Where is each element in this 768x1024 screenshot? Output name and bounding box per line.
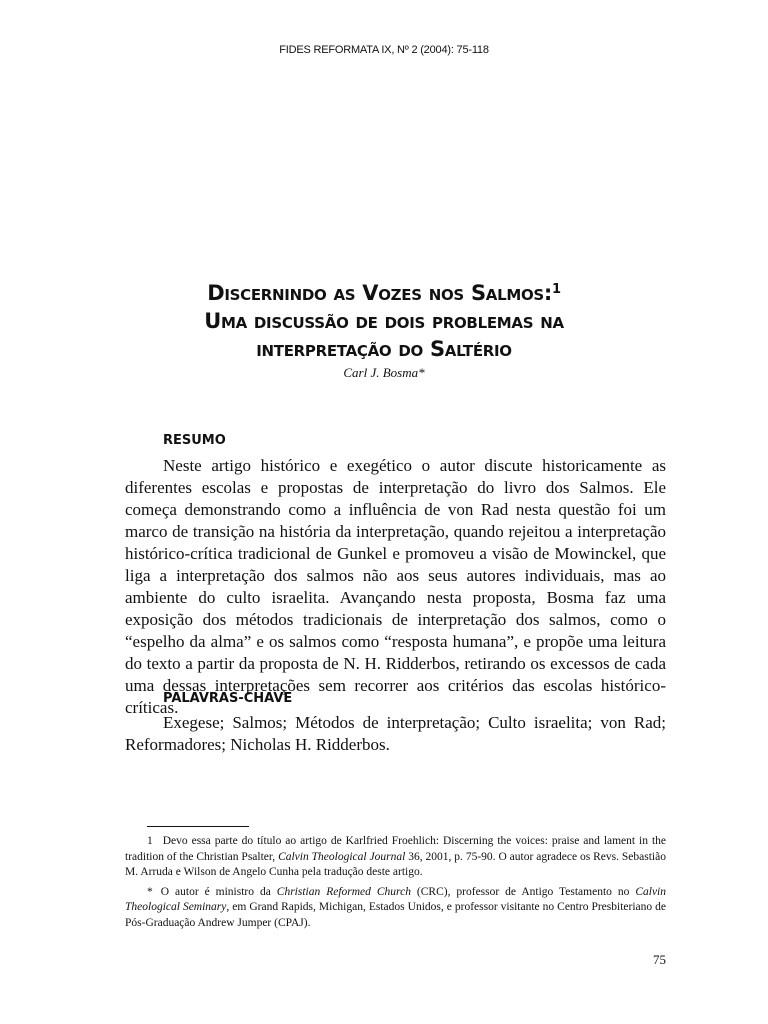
footnote-star-text-c: , em Grand Rapids, Michigan, Estados Unidos, e professor visitante no Centro Presbiteriano de Pós-Graduação Andrew Jumper (CPAJ). (125, 901, 666, 929)
footnotes (125, 834, 666, 935)
title-line-1-text: Discernindo as Vozes nos Salmos: (207, 281, 553, 305)
footnote-1-journal: Calvin Theological Journal (278, 850, 406, 863)
page-number: 75 (653, 952, 666, 967)
footnote-1-text-b: 36, 2001, p. 75-90. O autor agradece os Revs. Sebastião M. Arruda e Wilson de Angelo Cunha pela tradução deste artigo. (125, 850, 666, 878)
footnote-1-mark: 1 (147, 835, 153, 847)
footnote-star-mark: * (147, 885, 153, 898)
title-line-3: interpretação do Saltério (256, 337, 512, 361)
footnote-star-text-a: O autor é ministro da (160, 885, 277, 898)
author-name: Carl J. Bosma* (343, 365, 425, 380)
footnote-separator (147, 826, 249, 827)
title-line-2: Uma discussão de dois problemas na (204, 309, 564, 333)
footnote-1 (125, 834, 666, 881)
article-title (120, 276, 648, 363)
footnote-star-text-b: (CRC), professor de Antigo Testamento no (410, 885, 636, 898)
footnote-star (125, 885, 666, 932)
footnote-star-seminary: Calvin Theological Seminary (125, 885, 666, 913)
running-head: FIDES REFORMATA IX, Nº 2 (2004): 75-118 (279, 44, 489, 56)
keywords-text: Exegese; Salmos; Métodos de interpretação; Culto israelita; von Rad; Reformadores; Nicholas H. Ridderbos. (125, 713, 666, 754)
abstract-text: Neste artigo histórico e exegético o autor discute historicamente as diferentes escolas e propostas de interpretação do livro dos Salmos. Ele começa demonstrando como a influência de von Rad nesta questão foi um marco de transição na história da interpretação, quando rejeitou a interpretação histórico-crítica tradicional de Gunkel e promoveu a visão de Mowinckel, que liga a interpretação dos salmos não aos seus autores individuais, mas ao ambiente do culto israelita. Avançando nesta proposta, Bosma faz uma exposição dos métodos tradicionais de interpretação dos salmos, como o “espelho da alma” e os salmos como “resposta humana”, e propõe uma leitura do texto a partir da proposta de N. H. Ridderbos, retirando os excessos de cada uma dessas interpretações sem recorrer aos critérios das escolas histórico-críticas. (125, 456, 666, 717)
abstract-heading: RESUMO (163, 433, 226, 448)
title-line-1 (120, 276, 648, 307)
footnote-1-text-a: Devo essa parte do título ao artigo de Karlfried Froehlich: Discerning the voices: praise and lament in the tradition of the Christian Psalter, (125, 835, 666, 863)
title-footnote-mark: 1 (552, 282, 561, 297)
footnote-star-church: Christian Reformed Church (276, 885, 411, 898)
keywords-heading: PALAVRAS-CHAVE (163, 691, 293, 706)
